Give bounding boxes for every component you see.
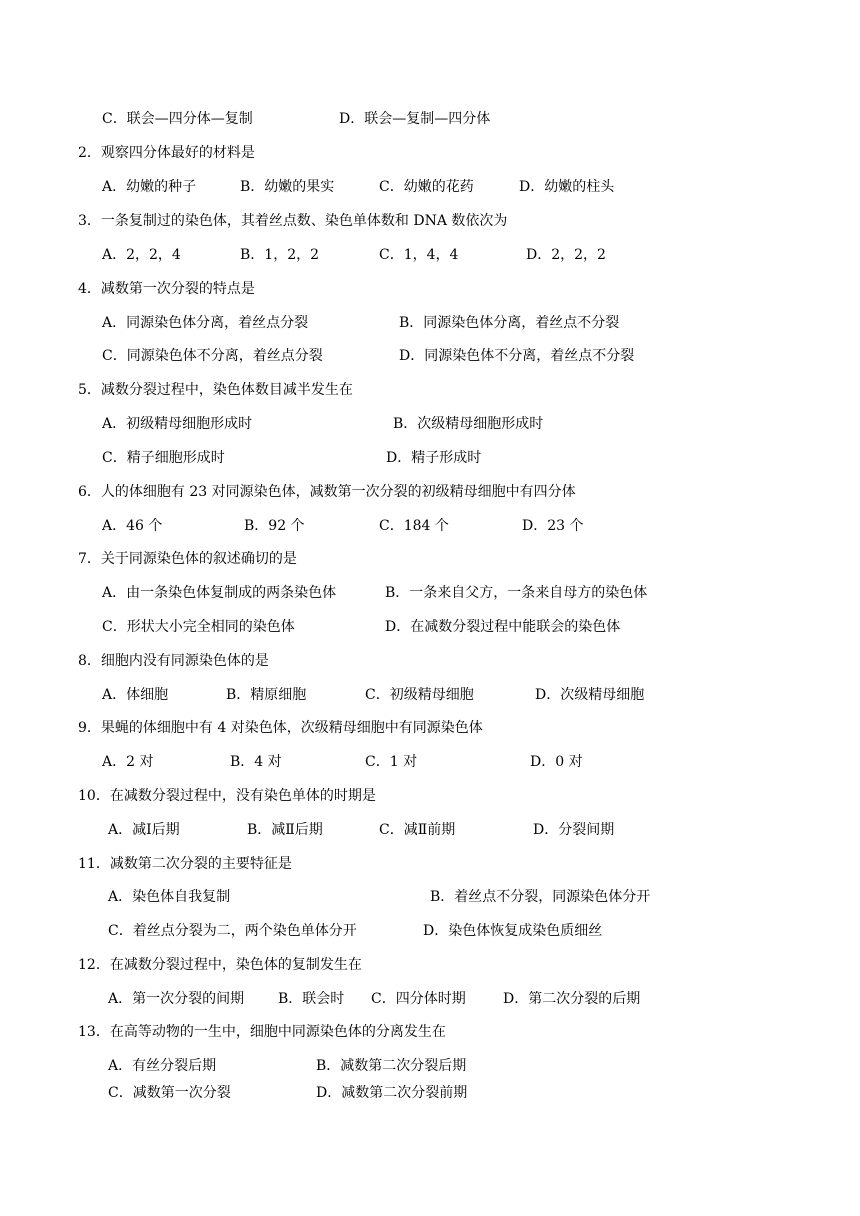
option-d: D．减数第二次分裂前期 [316, 1085, 468, 1101]
question-6: 6．人的体细胞有 23 对同源染色体，减数第一次分裂的初级精母细胞中有四分体 [78, 484, 576, 500]
option-c: C．形状大小完全相同的染色体 [102, 619, 295, 635]
option-a: A．体细胞 [102, 687, 169, 703]
question-4: 4．减数第一次分裂的特点是 [78, 281, 255, 297]
question-12: 12．在减数分裂过程中，染色体的复制发生在 [78, 957, 362, 973]
option-c: C．1 对 [365, 754, 418, 770]
option-b: B．减Ⅱ后期 [247, 822, 323, 838]
option-b: B．联会时 [278, 991, 345, 1007]
option-b: B．着丝点不分裂，同源染色体分开 [430, 889, 651, 905]
option-b: B．4 对 [230, 754, 282, 770]
option-a: A．46 个 [102, 518, 163, 534]
option-d: D．23 个 [522, 518, 584, 534]
question-7: 7．关于同源染色体的叙述确切的是 [78, 551, 297, 567]
option-b: B．精原细胞 [226, 687, 307, 703]
option-d: D．联会—复制—四分体 [339, 111, 491, 127]
option-c: C．同源染色体不分离，着丝点分裂 [102, 348, 323, 364]
question-10: 10．在减数分裂过程中，没有染色单体的时期是 [78, 788, 376, 804]
option-a: A．幼嫩的种子 [102, 179, 197, 195]
option-a: A．有丝分裂后期 [108, 1058, 217, 1074]
option-d: D．幼嫩的柱头 [519, 179, 615, 195]
option-b: B．92 个 [244, 518, 305, 534]
option-a: A．由一条染色体复制成的两条染色体 [102, 585, 337, 601]
option-b: B．同源染色体分离，着丝点不分裂 [399, 315, 620, 331]
option-a: A．染色体自我复制 [108, 889, 231, 905]
option-b: B．一条来自父方，一条来自母方的染色体 [385, 585, 648, 601]
option-b: B．次级精母细胞形成时 [393, 416, 544, 432]
option-a: A．初级精母细胞形成时 [102, 416, 253, 432]
option-c: C．四分体时期 [371, 991, 466, 1007]
question-3: 3．一条复制过的染色体，其着丝点数、染色单体数和 DNA 数依次为 [78, 213, 508, 229]
option-b: B．减数第二次分裂后期 [316, 1058, 467, 1074]
option-d: D．第二次分裂的后期 [503, 991, 641, 1007]
question-2: 2．观察四分体最好的材料是 [78, 145, 255, 161]
question-11: 11．减数第二次分裂的主要特征是 [78, 856, 292, 872]
option-d: D．0 对 [530, 754, 583, 770]
option-c: C．初级精母细胞 [365, 687, 474, 703]
option-d: D．分裂间期 [533, 822, 615, 838]
option-b: B．幼嫩的果实 [240, 179, 335, 195]
option-c: C．减Ⅱ前期 [379, 822, 456, 838]
option-b: B．1，2，2 [240, 247, 320, 263]
question-9: 9．果蝇的体细胞中有 4 对染色体，次级精母细胞中有同源染色体 [78, 720, 483, 736]
option-c: C．联会—四分体—复制 [102, 111, 253, 127]
option-c: C．184 个 [379, 518, 449, 534]
option-c: C．减数第一次分裂 [108, 1085, 231, 1101]
option-c: C．1，4，4 [379, 247, 459, 263]
option-d: D．精子形成时 [386, 450, 482, 466]
option-a: A．2 对 [102, 754, 154, 770]
option-d: D．2，2，2 [526, 247, 606, 263]
option-c: C．精子细胞形成时 [102, 450, 225, 466]
option-c: C．幼嫩的花药 [379, 179, 474, 195]
option-a: A．减Ⅰ后期 [108, 822, 180, 838]
option-d: D．在减数分裂过程中能联会的染色体 [385, 619, 621, 635]
option-c: C．着丝点分裂为二，两个染色单体分开 [108, 923, 357, 939]
option-d: D．染色体恢复成染色质细丝 [423, 923, 603, 939]
question-5: 5．减数分裂过程中，染色体数目减半发生在 [78, 382, 353, 398]
question-13: 13．在高等动物的一生中，细胞中同源染色体的分离发生在 [78, 1024, 446, 1040]
option-a: A．2，2，4 [102, 247, 181, 263]
option-a: A．同源染色体分离，着丝点分裂 [102, 315, 309, 331]
option-a: A．第一次分裂的间期 [108, 991, 245, 1007]
option-d: D．次级精母细胞 [535, 687, 645, 703]
option-d: D．同源染色体不分离，着丝点不分裂 [399, 348, 635, 364]
question-8: 8．细胞内没有同源染色体的是 [78, 653, 269, 669]
